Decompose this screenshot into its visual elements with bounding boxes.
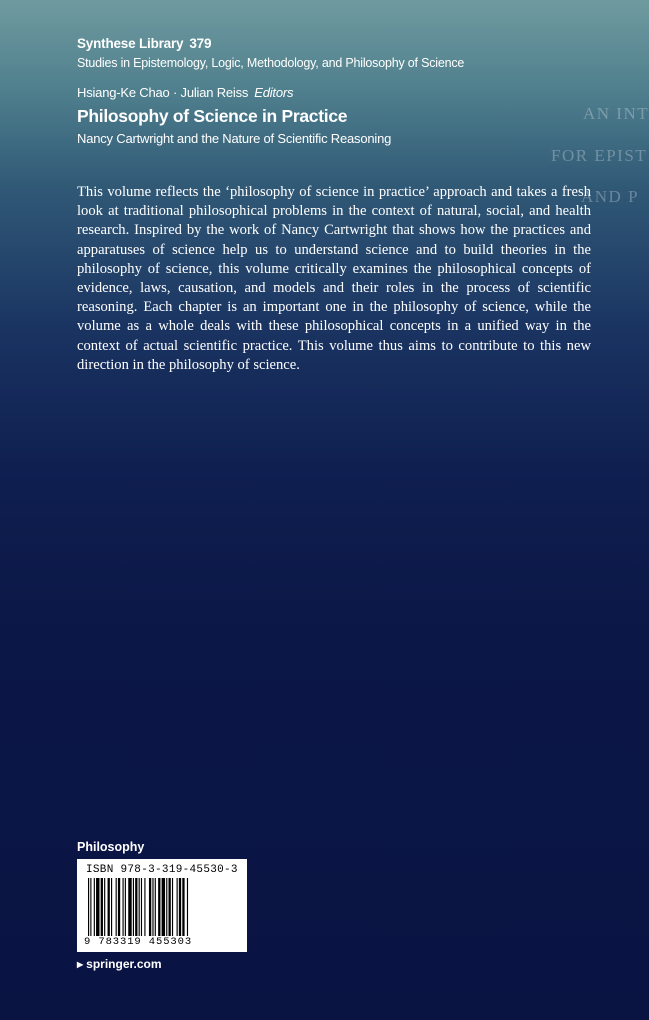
barcode-digits: 9 783319 455303 (84, 936, 193, 948)
barcode-bar (101, 878, 103, 936)
isbn-label: ISBN 978-3-319-45530-3 (86, 864, 238, 876)
barcode-bar (177, 878, 178, 936)
publisher-link[interactable] (77, 957, 162, 971)
barcode-bar (149, 878, 151, 936)
barcode-bar (118, 878, 120, 936)
barcode-bar (125, 878, 126, 936)
barcode-bar (169, 878, 171, 936)
book-subtitle: Nancy Cartwright and the Nature of Scientific Reasoning (77, 131, 392, 146)
barcode-bar (166, 878, 167, 936)
barcode-bar (135, 878, 137, 936)
barcode-bar (123, 878, 124, 936)
series-number: 379 (189, 36, 212, 51)
barcode-bar (162, 878, 165, 936)
isbn-barcode (77, 859, 247, 952)
editors-line (77, 85, 293, 100)
barcode-bar (104, 878, 105, 936)
barcode-bar (96, 878, 99, 936)
editor-role: Editors (254, 85, 294, 100)
back-cover-blurb: This volume reflects the ‘philosophy of science in practice’ approach and takes a fresh look at traditional philosophical problems in the context of natural, social, and health research. Inspired by the work of Nancy Cartwright that shows how the practices and apparatuses of science help us to understand science and to build theories in the philosophy of science, this volume critically examines the philosophical concepts of evidence, laws, causation, and models and their roles in the process of scientific reasoning. Each chapter is an important one in the philosophy of science, while the volume as a whole deals with these philosophical concepts in a unified way in the context of actual scientific practice. This volume thus aims to contribute to this new direction in the philosophy of science. (77, 184, 591, 373)
series-header (77, 36, 464, 70)
series-title (77, 36, 464, 51)
book-title: Philosophy of Science in Practice (77, 106, 348, 126)
barcode-bar (128, 878, 131, 936)
spine-ghost-text-1: AN INT (583, 104, 649, 123)
subject-category: Philosophy (77, 840, 145, 854)
barcode-bar (139, 878, 140, 936)
triangle-arrow-icon: ▶ (77, 959, 84, 969)
barcode-bar (187, 878, 188, 936)
barcode-bars (86, 878, 238, 936)
barcode-bar (141, 878, 142, 936)
barcode-bar (152, 878, 153, 936)
barcode-bar (90, 878, 91, 936)
barcode-bar (88, 878, 89, 936)
series-subtitle: Studies in Epistemology, Logic, Methodology, and Philosophy of Science (77, 56, 465, 70)
barcode-bar (108, 878, 110, 936)
barcode-bar (116, 878, 117, 936)
spine-ghost-text-3: AND P (581, 187, 640, 206)
barcode-bar (158, 878, 160, 936)
editor-names: Hsiang-Ke Chao · Julian Reiss (77, 85, 249, 100)
barcode-bar (144, 878, 145, 936)
barcode-bar (182, 878, 184, 936)
series-name: Synthese Library (77, 36, 184, 51)
spine-ghost-text-2: FOR EPIST (551, 146, 648, 165)
barcode-bar (133, 878, 134, 936)
barcode-bar (94, 878, 95, 936)
barcode-bar (172, 878, 173, 936)
barcode-bar (155, 878, 156, 936)
barcode-bar (179, 878, 181, 936)
barcode-bar (111, 878, 112, 936)
publisher-url: springer.com (86, 957, 162, 971)
